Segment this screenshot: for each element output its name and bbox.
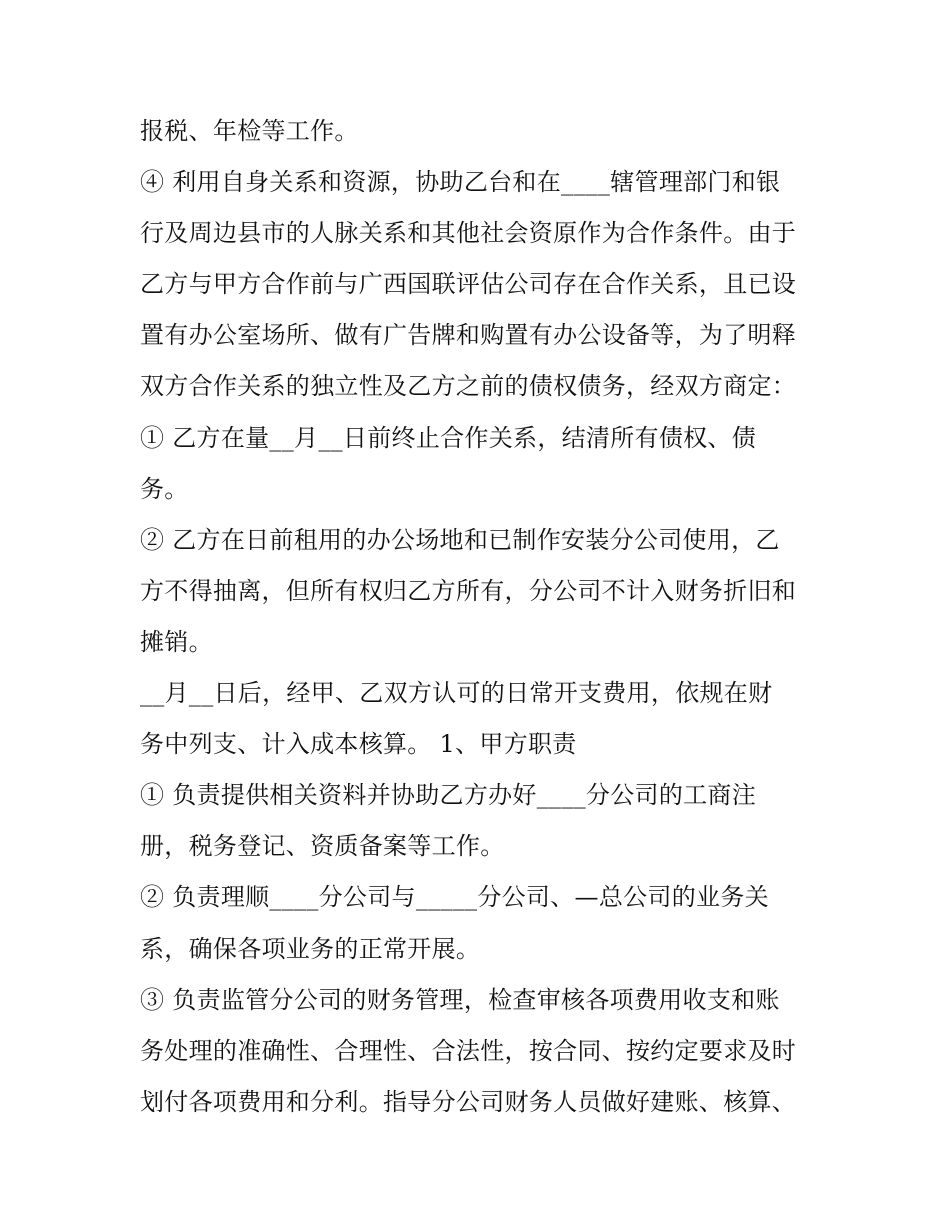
text-line: 报税、年检等工作。 [140,117,359,145]
document-body [140,106,820,1128]
text-line: 双方合作关系的独立性及乙方之前的债权债务，经双方商定： [140,372,797,401]
text-line: 务。 [140,474,189,503]
text-line: 系，确保各项业务的正常开展。 [140,934,481,963]
text-line: 行及周边县市的人脉关系和其他社会资原作为合作条件。由于 [140,219,797,248]
text-line: ④ 利用自身关系和资源，协助乙台和在____辖管理部门和银 [140,168,781,197]
text-line: 乙方与甲方合作前与广西国联评估公司存在合作关系，且已设 [140,270,797,299]
text-line: __月__日后，经甲、乙双方认可的日常开支费用，依规在财 [140,679,773,708]
text-line: 划付各项费用和分利。指导分公司财务人员做好建账、核算、 [140,1087,797,1116]
text-line: 务处理的准确性、合理性、合法性，按合同、按约定要求及时 [140,1036,797,1065]
text-line: ③ 负责监管分公司的财务管理，检查审核各项费用收支和账 [140,985,780,1014]
text-line: 册，税务登记、资质备案等工作。 [140,832,505,861]
text-line: ① 负责提供相关资料并协助乙方办好____分公司的工商注 [140,781,757,810]
text-line: 摊销。 [140,627,213,656]
text-line: 务中列支、计入成本核算。 1、甲方职责 [140,730,577,759]
text-line: ② 乙方在日前租用的办公场地和已制作安装分公司使用，乙 [140,525,780,554]
text-line: 置有办公室场所、做有广告牌和购置有办公设备等，为了明释 [140,321,797,350]
text-line: 方不得抽离，但所有权归乙方所有，分公司不计入财务折旧和 [140,576,797,605]
text-line: ② 负责理顺____分公司与_____分公司、—总公司的业务关 [140,883,769,912]
text-line: ① 乙方在量__月__日前终止合作关系，结清所有债权、债 [140,423,757,452]
